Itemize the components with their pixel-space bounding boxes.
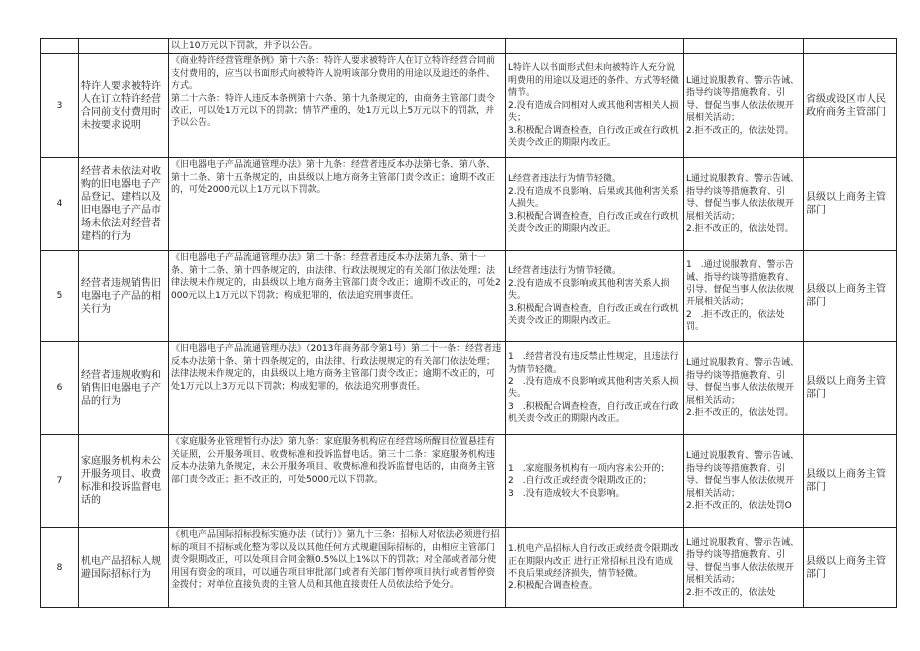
cell-measure [684, 342, 804, 435]
cell-condition [506, 342, 684, 435]
cell-basis [169, 435, 506, 528]
cell-measure [684, 39, 804, 54]
measure-line: L通过说服教育、警示告诫、指导约谈等措施教育、引导、督促当事人依法依规开展相关活动； [686, 451, 800, 499]
cell-authority: 县级以上商务主管部门 [804, 158, 897, 251]
cell-condition [506, 39, 684, 54]
cell-authority: 县级以上商务主管部门 [804, 435, 897, 528]
cell-authority: 县级以上商务主管部门 [804, 528, 897, 608]
cell-measure [684, 158, 804, 251]
condition-line: 1 .家庭服务机构有一项内容未公开的； [508, 463, 670, 474]
measure-line: L通过说服教育、警示告诫、指导约谈等措施教育、引导、督促当事人依法依规开展相关活动； [686, 174, 800, 222]
cell-basis [169, 39, 506, 54]
cell-no: 6 [41, 342, 79, 435]
basis-paragraph: 《旧电器电子产品流通管理办法》第二十条：经营者违反本办法第九条、第十一条、第十二条、第十四条规定的，由法律、行政法规规定的有关部门依法处理；法律法规未作规定的，由县级以上地方商务主管部门责令改正；逾期不改正的，可处2000元以上1万元以下罚款；构成犯罪的，依法追究刑事责任。 [171, 253, 501, 301]
condition-line: 2.没有造成不良影响、后果或其他利害关系人损失。 [508, 186, 679, 210]
table-row [41, 342, 897, 435]
cell-item: 经营者未依法对收购的旧电器电子产品登记、建档以及旧电器电子产品市场未依法对经营者建档的行为 [79, 158, 169, 251]
cell-no: 3 [41, 54, 79, 158]
condition-line: L特许人以书面形式但未向被特许人充分说明费用的用途以及退还的条件、方式等轻微情节。 [508, 63, 680, 99]
table-row [41, 435, 897, 528]
cell-basis [169, 251, 506, 342]
cell-measure [684, 251, 804, 342]
basis-paragraph: 《家庭服务业管理暂行办法》第九条：家庭服务机构应在经营场所醒目位置悬挂有关证照，公开服务项目、收费标准和投诉监督电话。第三十二条：家庭服务机构违反本办法第九条规定，未公开服务项目、收费标准和投诉监督电话的，由商务主管部门责令改正；拒不改正的，可处5000元以下罚款。 [171, 437, 496, 485]
measure-line: L通过说服教育、警示告诫、指导约谈等措施教育、引导、督促当事人依法依规开展相关活动； [686, 537, 800, 586]
basis-paragraph: 《商业特许经营管理条例》第十六条：特许人要求被特许人在订立特许经营合同前支付费用的，应当以书面形式向被特许人说明该部分费用的用途以及退还的条件、方式。 [171, 56, 496, 92]
condition-line: 3 .积极配合调查检查，自行改正或在行政机关责令改正的期限内改正。 [508, 401, 679, 425]
cell-item: 经营者违规销售旧电器电子产品的相关行为 [79, 251, 169, 342]
condition-line: 2.没有造成不良影响或其他利害关系人损失。 [508, 278, 670, 302]
condition-line: 2 .没有造成不良影响或其他利害关系人损失。 [508, 377, 679, 400]
cell-item: 家庭服务机构未公开服务项目、收费标准和投诉监督电话的 [79, 435, 169, 528]
cell-basis [169, 342, 506, 435]
condition-line: 3.积极配合调查检查，自行改正或在行政机关责令改正的期限内改正。 [508, 125, 679, 148]
measure-line: 2 .拒不改正的，依法处罚。 [686, 309, 785, 333]
measure-line: L通过说服教育、警示告诫、指导约谈等措施教育、引导、督促当事人依法依规开展相关活动； [686, 358, 800, 406]
cell-authority: 县级以上商务主管部门 [804, 251, 897, 342]
cell-item: 经营者违规收购和销售旧电器电子产品的行为 [79, 342, 169, 435]
table-row [41, 54, 897, 158]
condition-line: L经营者违法行为情节轻微。 [508, 266, 622, 277]
measure-line: 2.拒不改正的，依法处罚。 [686, 224, 794, 235]
cell-item [79, 39, 169, 54]
basis-paragraph: 以上10万元以下罚款，并予以公告。 [171, 41, 318, 51]
cell-measure [684, 528, 804, 608]
cell-item: 机电产品招标人规避国际招标行为 [79, 528, 169, 608]
cell-no: 8 [41, 528, 79, 608]
cell-condition [506, 251, 684, 342]
cell-basis [169, 54, 506, 158]
enforcement-table [40, 38, 897, 608]
condition-line: 2 .自行改正或经责令限期改正的； [508, 476, 652, 487]
measure-line: 2.拒不改正的，依法处罚O [686, 501, 792, 512]
cell-measure [684, 54, 804, 158]
cell-basis [169, 158, 506, 251]
cell-condition [506, 528, 684, 608]
table-body [41, 39, 897, 608]
condition-line: 2.积极配合调查检查。 [508, 581, 598, 592]
cell-condition [506, 54, 684, 158]
cell-authority [804, 39, 897, 54]
cell-measure [684, 435, 804, 528]
cell-no [41, 39, 79, 54]
cell-item: 特许人要求被特许人在订立特许经营合同前支付费用时未按要求说明 [79, 54, 169, 158]
measure-line: 1 .通过说服教育、警示告诫、指导约谈等措施教育、引导、督促当事人依法依规开展相关活动； [686, 260, 795, 308]
cell-condition [506, 435, 684, 528]
cell-no: 5 [41, 251, 79, 342]
cell-authority: 省级或设区市人民政府商务主管部门 [804, 54, 897, 158]
table-row [41, 158, 897, 251]
basis-paragraph: 《旧电器电子产品流通管理办法》（2013年商务部令第1号）第二十一条：经营者违反本办法第十条、第十四条规定的，由法律、行政法规规定的有关部门依法处理；法律法规未作规定的，由县级以上地方商务主管部门责令改正；逾期不改正的，可处1万元以上3万元以下罚款；构成犯罪的，依法追究刑事责任。 [171, 344, 502, 392]
basis-paragraph: 第二十六条：特许人违反本条例第十六条、第十九条规定的，由商务主管部门责令改正，可以处1万元以下的罚款；情节严重的，处1万元以上5万元以下的罚款，并予以公告。 [171, 93, 496, 129]
cell-no: 4 [41, 158, 79, 251]
condition-line: 3.积极配合调查检查，自行改正或在行政机关责令改正的期限内改正。 [508, 211, 679, 235]
cell-authority: 县级以上商务主管部门 [804, 342, 897, 435]
measure-line: L通过说服教育、警示告诫、指导约谈等措施教育、引导、督促当事人依法依规开展相关活动； [686, 75, 800, 124]
condition-line: 1 .经营者没有违反禁止性规定，且违法行为情节轻微。 [508, 352, 679, 375]
cell-condition [506, 158, 684, 251]
basis-paragraph: 《机电产品国际招标投标实施办法（试行）》第九十三条：招标人对依法必须进行招标的项目不招标或化整为零以及以其他任何方式规避国际招标的，由相应主管部门责令限期改正，可以处项目合同金额0.5%以上1%以下的罚款；对全部或者部分使用国有资金的项目，可以通告项目审批部门或者有关部门暂停项目执行或者暂停资金拨付；对单位直接负责的主管人员和其他直接责任人员依法给予处分。 [171, 530, 500, 591]
cell-basis [169, 528, 506, 608]
cell-no: 7 [41, 435, 79, 528]
condition-line: 2.没有造成合同相对人或其他利害相关人损失； [508, 100, 679, 124]
table-row [41, 528, 897, 608]
measure-line: 2.拒不改正的，依法处罚。 [686, 125, 794, 136]
condition-line: 1.机电产品招标人自行改正或经责令限期改正在期限内改正 进行正常招标且没有造成不良后果或经济损失，情节轻微。 [508, 544, 679, 579]
measure-line: 2.拒不改正的，依法处 [686, 587, 776, 598]
table-row [41, 251, 897, 342]
basis-paragraph: 《旧电器电子产品流通管理办法》第十九条：经营者违反本办法第七条、第八条、第十二条、第十五条规定的，由县级以上地方商务主管部门责令改正；逾期不改正的，可处2000元以上1万元以下罚款。 [171, 160, 496, 196]
condition-line: 3 .没有造成较大不良影响。 [508, 488, 625, 499]
table-row [41, 39, 897, 54]
condition-line: L经营者违法行为情节轻微。 [508, 174, 622, 185]
condition-line: 3.积极配合调查检查，自行改正或在行政机关责令改正的期限内改正。 [508, 303, 679, 327]
measure-line: 2.拒不改正的，依法处罚。 [686, 408, 794, 419]
